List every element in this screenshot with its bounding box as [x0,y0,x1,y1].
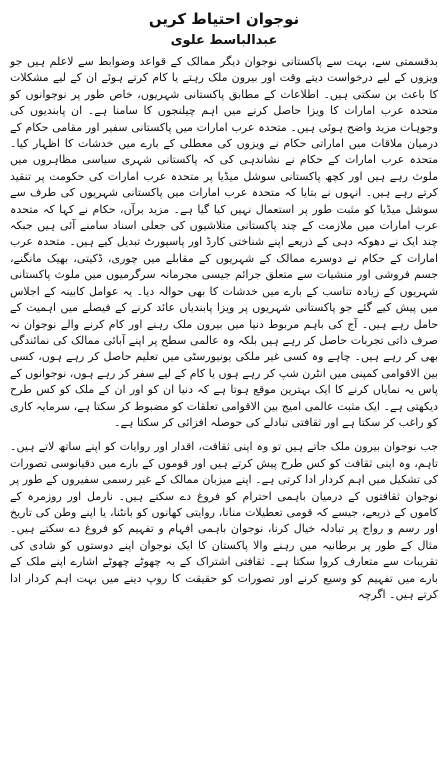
article-paragraph-2: جب نوجوان بیرون ملک جاتے ہیں تو وہ اپنی ثقافت، اقدار اور روایات کو اپنے ساتھ لاتے ہیں۔ تاہم، وہ اپنی ثقافت کو کس طرح پیش کرتے ہیں اور قوموں کے بارے میں دقیانوسی تصورات کی تشکیل میں اہم کردار ادا کرتی ہے۔ اپنے میزبان ممالک کے غیر رسمی سفیروں کے طور پر نوجوان ثقافتوں کے درمیان باہمی احترام کو فروغ دے سکتے ہیں۔ نارمل اور روزمرہ کے کاموں کے ذریعے، جیسے کہ قومی تعطیلات منانا، روایتی کھانوں کو بانٹنا، یا اپنے وطن کی تاریخ اور رسم و رواج پر تبادلہ خیال کرنا، نوجوان باہمی افہام و تفہیم کو فروغ دے سکتے ہیں۔ مثال کے طور پر برطانیہ میں رہنے والا پاکستان کا ایک نوجوان اپنے دوستوں کو شادی کی تقریبات سے متعارف کروا سکتا ہے۔ ثقافتی اشتراک کے یہ چھوٹے چھوٹے اشارے اپنے ملک کے بارے میں تفہیم کو وسیع کرنے اور تصورات کو حقیقت کا روپ دینے میں بہت اہم کردار ادا کرتے ہیں۔ اگرچہ [10,440,438,601]
article-paragraph-1: بدقسمتی سے، بہت سے پاکستانی نوجوان دیگر ممالک کے قواعد وضوابط سے لاعلم ہیں جو ویزوں کے لیے درخواست دیتے وقت اور بیرون ملک رہتے یا کام کرتے ہوئے ان کے لیے مشکلات کا باعث بن سکتی ہیں۔ اطلاعات کے مطابق پاکستانی شہریوں، خاص طور پر نوجوانوں کو متحدہ عرب امارات کا ویزا حاصل کرنے میں اہم چیلنجوں کا سامنا ہے۔ ان پابندیوں کی وجوہات مزید واضح ہوئی ہیں۔ متحدہ عرب امارات میں پاکستانی سفیر اور مقامی حکام کے درمیان ملاقات میں اماراتی حکام نے ویزوں کی معطلی کے بارے میں خدشات کا اظہار کیا۔ متحدہ عرب امارات کے حکام نے نشاندہی کی کہ پاکستانی شہری سیاسی مظاہروں میں ملوث رہے ہیں اور کچھ پاکستانی سوشل میڈیا پر متحدہ عرب امارات کی حکومت پر تنقید کرتے رہے ہیں۔ انہوں نے بتایا کہ متحدہ عرب امارات میں پاکستانی شہریوں کی طرف سے سوشل میڈیا کو مثبت طور پر استعمال نہیں کیا گیا ہے۔ مزید برآں، حکام نے کہا کہ متحدہ عرب امارات میں ملازمت کے چند پاکستانی متلاشیوں کی جعلی اسناد سامنے آئی ہیں جبکہ چند ایک نے دھوکہ دہی کے ذریعے اپنے شناختی کارڈ اور پاسپورٹ تبدیل کیے ہیں۔ متحدہ عرب امارات کے حکام نے دوسرے ممالک کے شہریوں کے مقابلے میں چوری، ڈکیتی، بھیک مانگنے، جسم فروشی اور منشیات سے متعلق جرائم جیسی مجرمانہ سرگرمیوں میں ملوث پاکستانی شہریوں کے زیادہ تناسب کے بارے میں خدشات کا بھی حوالہ دیا۔ یہ عوامل کابینہ کے اجلاس میں پیش کیے گئے جو پاکستانی شہریوں پر ویزا پابندیاں عائد کرنے کے فیصلے میں اہمیت کے حامل رہے ہیں۔ آج کی باہم مربوط دنیا میں بیرون ملک رہنے اور کام کرنے والے نوجوان نہ صرف ذاتی تجربات حاصل کر رہے ہیں بلکہ وہ عالمی سطح پر اپنے آبائی ممالک کی نمائندگی بھی کر رہے ہیں۔ چاہے وہ کسی غیر ملکی یونیورسٹی میں تعلیم حاصل کر رہے ہوں، کسی بین الاقوامی کمپنی میں انٹرن شپ کر رہے ہوں یا کام کے لیے سفر کر رہے ہوں، نوجوانوں کے پاس یہ نمایاں کرنے کا ایک بہترین موقع ہوتا ہے کہ دنیا ان کو اور ان کے ملک کو کس طرح دیکھتی ہے۔ ایک مثبت عالمی امیج بین الاقوامی تعلقات کو مضبوط کر سکتا ہے، سرمایہ کاری کو راغب کر سکتا ہے اور ثقافتی تبادلے کی حوصلہ افزائی کر سکتا ہے۔ [10,55,438,429]
article-title: نوجوان احتیاط کریں [148,10,300,28]
article-author: عبدالباسط علوی [170,33,278,48]
